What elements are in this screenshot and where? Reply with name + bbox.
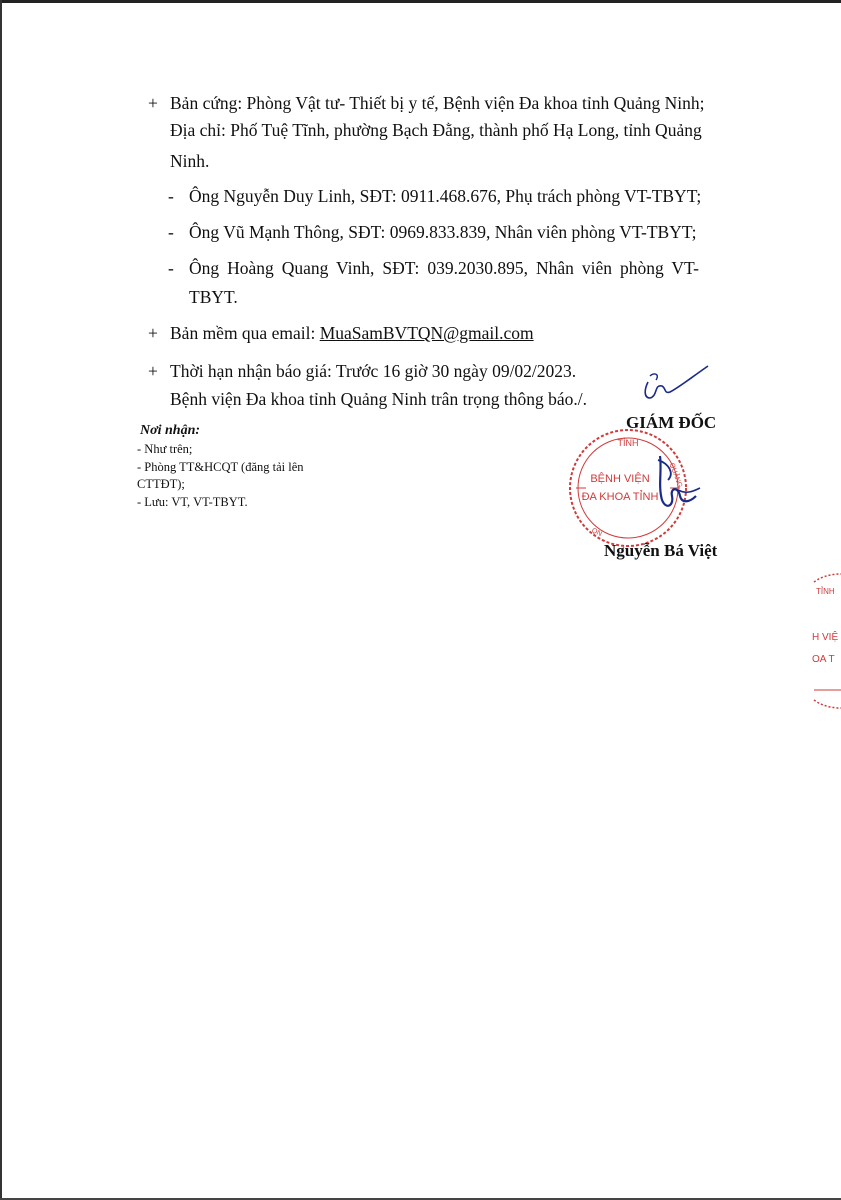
scan-border-top	[0, 0, 841, 3]
contact-dash: -	[168, 222, 174, 242]
signer-title: GIÁM ĐỐC	[626, 413, 717, 432]
main-signature	[640, 450, 710, 530]
signer-name: Nguyễn Bá Việt	[604, 541, 718, 560]
recipient-item: - Phòng TT&HCQT (đăng tải lên	[137, 460, 304, 474]
bullet-plus: +	[148, 93, 158, 113]
email-link[interactable]: MuaSamBVTQN@gmail.com	[319, 323, 534, 343]
recipient-item: CTTĐT);	[137, 477, 185, 491]
recipient-item: - Lưu: VT, VT-TBYT.	[137, 495, 248, 509]
hard-copy-line-3: Ninh.	[170, 151, 210, 171]
stamp-top-text: TỈNH	[617, 438, 639, 448]
bullet-plus: +	[148, 361, 158, 381]
contact-item: Ông Vũ Mạnh Thông, SĐT: 0969.833.839, Nhân viên phòng VT-TBYT;	[189, 222, 697, 242]
soft-copy-label: Bản mềm qua email:	[170, 323, 320, 343]
recipients-title: Nơi nhận:	[140, 423, 201, 438]
bullet-plus: +	[148, 323, 158, 343]
recipient-item: - Như trên;	[137, 442, 193, 456]
scan-border-left	[0, 0, 2, 1200]
hard-copy-line-2: Địa chỉ: Phố Tuệ Tĩnh, phường Bạch Đằng, thành phố Hạ Long, tỉnh Quảng	[170, 120, 702, 140]
stamp-line-1: BỆNH VIỆN	[590, 473, 650, 485]
stamp-line-2: ĐA KHOA TỈNH	[581, 491, 659, 503]
contact-item: Ông Nguyễn Duy Linh, SĐT: 0911.468.676, Phụ trách phòng VT-TBYT;	[189, 186, 702, 206]
contact-item-continuation: TBYT.	[189, 287, 238, 307]
soft-copy-line	[170, 322, 534, 344]
contact-dash: -	[168, 186, 174, 206]
edge-stamp-line-1: TỈNH	[816, 587, 835, 596]
contact-dash: -	[168, 258, 174, 278]
edge-stamp-line-3: OA T	[812, 654, 835, 665]
closing-statement: Bệnh viện Đa khoa tỉnh Quảng Ninh trân trọng thông báo./.	[170, 389, 588, 409]
deadline-text: Thời hạn nhận báo giá: Trước 16 giờ 30 ngày 09/02/2023.	[170, 361, 577, 381]
stamp-right-text: QUẢNG	[667, 462, 684, 489]
edge-stamp-line-2: H VIỆ	[812, 632, 839, 643]
initials-signature	[636, 362, 716, 402]
contact-item: Ông Hoàng Quang Vinh, SĐT: 039.2030.895, Nhân viên phòng VT-	[189, 258, 699, 278]
hard-copy-line-1: Bản cứng: Phòng Vật tư- Thiết bị y tế, Bệnh viện Đa khoa tỉnh Quảng Ninh;	[170, 93, 705, 113]
stamp-bottom-text: QN	[590, 527, 603, 539]
edge-stamp	[810, 572, 841, 712]
